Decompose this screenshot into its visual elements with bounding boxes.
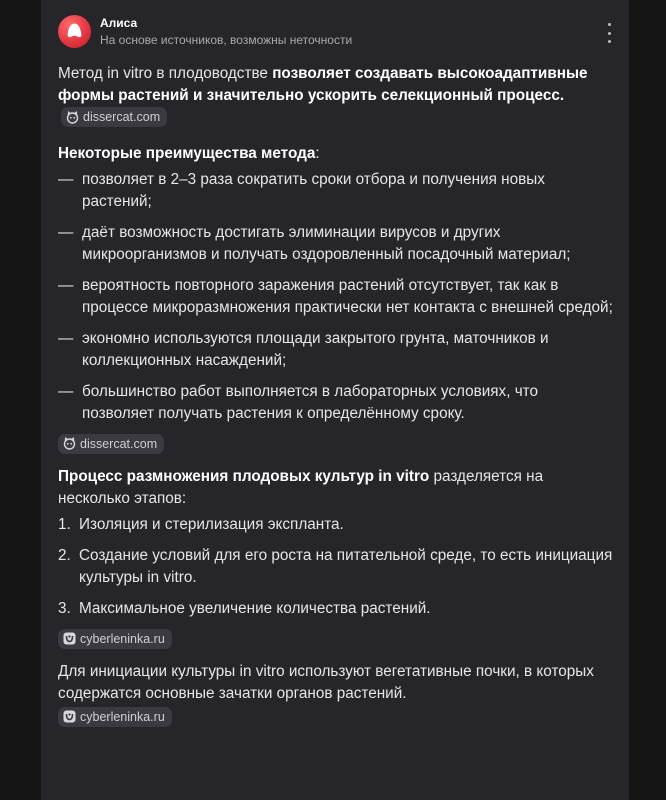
source-chip[interactable]	[58, 434, 164, 454]
cat-icon	[63, 437, 76, 450]
list-item-text: экономно используются площади закрытого грунта, маточников и коллекционных насаждений;	[82, 329, 549, 369]
list-item-text: большинство работ выполняется в лабораторных условиях, что позволяет получать растения к определённому сроку.	[82, 382, 539, 422]
list-item	[58, 169, 613, 213]
step-number: 2.	[58, 546, 71, 564]
list-item	[58, 545, 613, 589]
conclusion-paragraph	[58, 661, 613, 705]
list-bullet: —	[58, 382, 74, 400]
source-chip-label: cyberleninka.ru	[80, 631, 165, 646]
source-chip-label: dissercat.com	[80, 436, 158, 451]
answer-content	[58, 63, 613, 739]
intro-text: Метод in vitro в плодоводстве	[58, 65, 273, 82]
cat-icon	[66, 111, 79, 124]
conclusion-text: Для инициации культуры in vitro используют вегетативные почки, в которых содержатся основные зачатки органов растений.	[58, 662, 594, 702]
advantages-colon: :	[315, 144, 320, 162]
cyberleninka-icon	[63, 632, 76, 645]
source-chip[interactable]	[61, 107, 167, 127]
list-item-text: даёт возможность достигать элиминации вирусов и других микроорганизмов и получать оздоровленный посадочный материал;	[82, 223, 571, 263]
advantages-list	[58, 169, 613, 425]
advantages-heading	[58, 143, 613, 165]
step-text: Изоляция и стерилизация экспланта.	[79, 515, 344, 533]
source-chip-label: dissercat.com	[83, 110, 161, 124]
source-row	[58, 629, 613, 651]
alice-logo-icon	[58, 15, 91, 48]
step-text: Максимальное увеличение количества растений.	[79, 599, 431, 617]
list-item	[58, 275, 613, 319]
sources-disclaimer: На основе источников, возможны неточности	[100, 33, 353, 47]
step-number: 3.	[58, 599, 71, 617]
answer-card	[41, 0, 629, 800]
source-chip-label: cyberleninka.ru	[80, 709, 165, 724]
list-item	[58, 381, 613, 425]
list-item-text: позволяет в 2–3 раза сократить сроки отбора и получения новых растений;	[82, 170, 545, 210]
source-row	[58, 434, 613, 456]
list-bullet: —	[58, 223, 74, 241]
process-title: Процесс размножения плодовых культур in vitro	[58, 467, 430, 485]
list-item	[58, 222, 613, 266]
step-number: 1.	[58, 515, 71, 533]
list-item	[58, 598, 613, 620]
list-item-text: вероятность повторного заражения растений отсутствует, так как в процессе микроразмножения практически нет контакта с внешней средой;	[82, 276, 613, 316]
list-bullet: —	[58, 329, 74, 347]
process-heading	[58, 466, 613, 510]
list-item	[58, 514, 613, 536]
assistant-name: Алиса	[100, 16, 138, 30]
list-bullet: —	[58, 276, 74, 294]
advantages-title: Некоторые преимущества метода	[58, 144, 316, 162]
more-vertical-icon[interactable]	[602, 23, 616, 43]
source-chip[interactable]	[58, 629, 172, 649]
intro-paragraph	[58, 63, 613, 132]
source-chip[interactable]	[58, 707, 172, 727]
answer-header	[58, 15, 618, 51]
step-text: Создание условий для его роста на питательной среде, то есть инициация культуры in vitro.	[79, 546, 613, 586]
source-row	[58, 707, 613, 729]
cyberleninka-icon	[63, 710, 76, 723]
intro-highlight: позволяет создавать высокоадаптивные формы растений и значительно ускорить селекционный процесс.	[58, 65, 588, 104]
list-item	[58, 328, 613, 372]
list-bullet: —	[58, 170, 74, 188]
process-steps-list	[58, 514, 613, 620]
process-intro: разделяется на несколько этапов:	[58, 467, 544, 507]
